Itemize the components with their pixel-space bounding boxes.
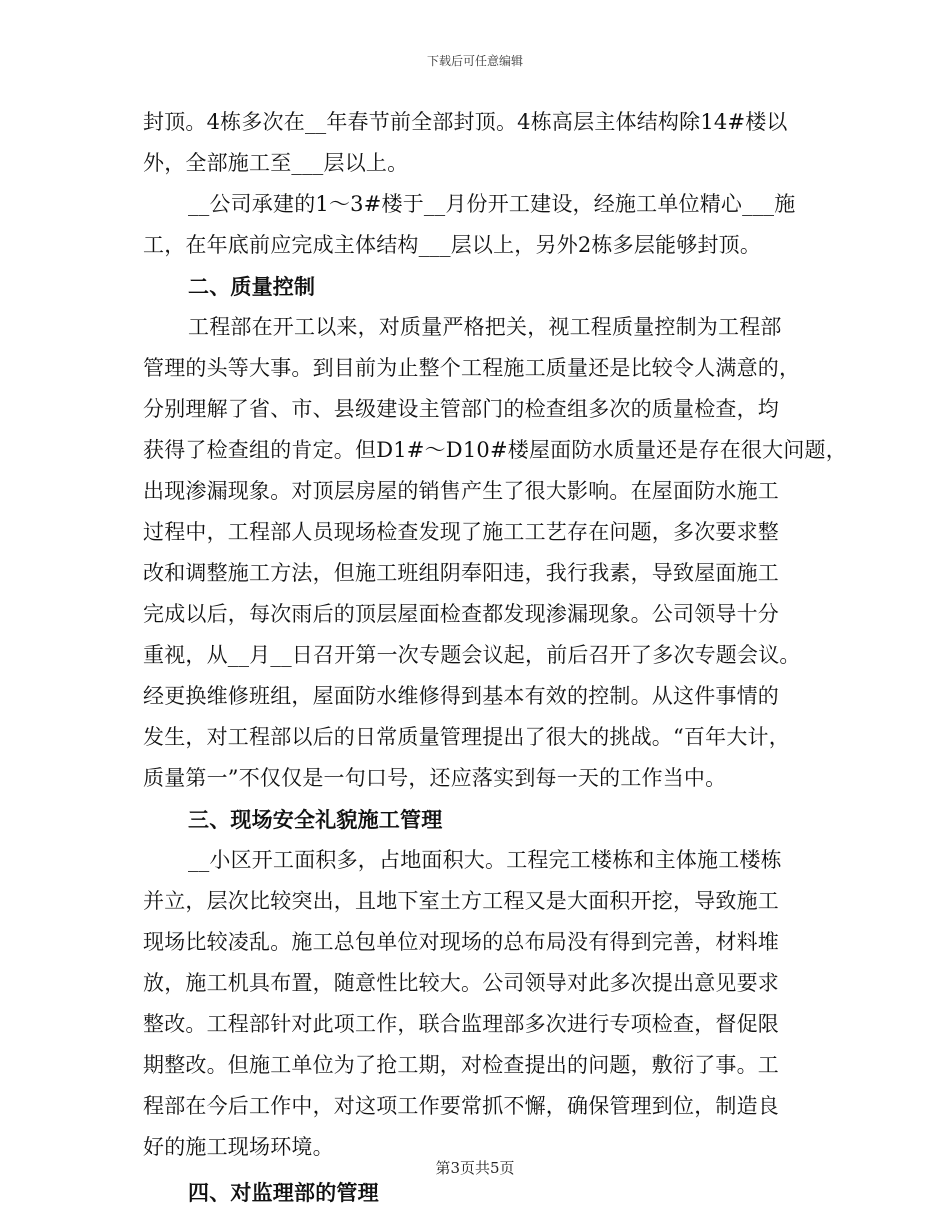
paragraph-start: __公司承建的1～3#楼于__月份开工建设，经施工单位精心___施 — [188, 192, 796, 216]
text-line: 完成以后，每次雨后的顶层屋面检查都发现渗漏现象。公司领导十分 — [143, 602, 779, 626]
section-heading-quality-control: 二、质量控制 — [188, 274, 316, 299]
text-line: 出现渗漏现象。对顶层房屋的销售产生了很大影响。在屋面防水施工 — [143, 479, 779, 503]
paragraph-start: __小区开工面积多，占地面积大。工程完工楼栋和主体施工楼栋 — [188, 848, 782, 872]
text-line: 改和调整施工方法，但施工班组阴奉阳违，我行我素，导致屋面施工 — [143, 561, 779, 585]
text-line: 期整改。但施工单位为了抢工期，对检查提出的问题，敷衍了事。工 — [143, 1053, 779, 1077]
text-line: 工，在年底前应完成主体结构___层以上，另外2栋多层能够封顶。 — [143, 233, 762, 257]
page-number: 第3页共5页 — [435, 1159, 515, 1177]
text-line: 封顶。4栋多次在__年春节前全部封顶。4栋高层主体结构除14#楼以 — [143, 110, 788, 134]
text-line: 管理的头等大事。到目前为止整个工程施工质量还是比较令人满意的， — [143, 356, 801, 380]
text-line: 经更换维修班组，屋面防水维修得到基本有效的控制。从这件事情的 — [143, 684, 779, 708]
text-line: 外，全部施工至___层以上。 — [143, 151, 409, 175]
text-line: 并立，层次比较突出，且地下室土方工程又是大面积开挖，导致施工 — [143, 889, 779, 913]
text-line: 过程中，工程部人员现场检查发现了施工工艺存在问题，多次要求整 — [143, 520, 779, 544]
text-line: 获得了检查组的肯定。但D1#～D10#楼屋面防水质量还是存在很大问题， — [143, 438, 847, 462]
text-line: 放，施工机具布置，随意性比较大。公司领导对此多次提出意见要求 — [143, 971, 779, 995]
paragraph-start: 工程部在开工以来，对质量严格把关，视工程质量控制为工程部 — [188, 315, 782, 339]
text-line: 现场比较凌乱。施工总包单位对现场的总布局没有得到完善，材料堆 — [143, 930, 779, 954]
text-line: 发生，对工程部以后的日常质量管理提出了很大的挑战。“百年大计， — [143, 725, 790, 749]
text-line: 程部在今后工作中，对这项工作要常抓不懈，确保管理到位，制造良 — [143, 1094, 779, 1118]
text-line: 好的施工现场环境。 — [143, 1135, 334, 1159]
text-line: 质量第一”不仅仅是一句口号，还应落实到每一天的工作当中。 — [143, 766, 727, 790]
text-line: 分别理解了省、市、县级建设主管部门的检查组多次的质量检查，均 — [143, 397, 779, 421]
text-line: 重视，从__月__日召开第一次专题会议起，前后召开了多次专题会议。 — [143, 643, 801, 667]
section-heading-site-safety: 三、现场安全礼貌施工管理 — [188, 807, 443, 832]
section-heading-supervision: 四、对监理部的管理 — [188, 1180, 379, 1205]
document-body — [143, 102, 847, 1213]
text-line: 整改。工程部针对此项工作，联合监理部多次进行专项检查，督促限 — [143, 1012, 779, 1036]
header-note: 下载后可任意编辑 — [426, 54, 523, 68]
